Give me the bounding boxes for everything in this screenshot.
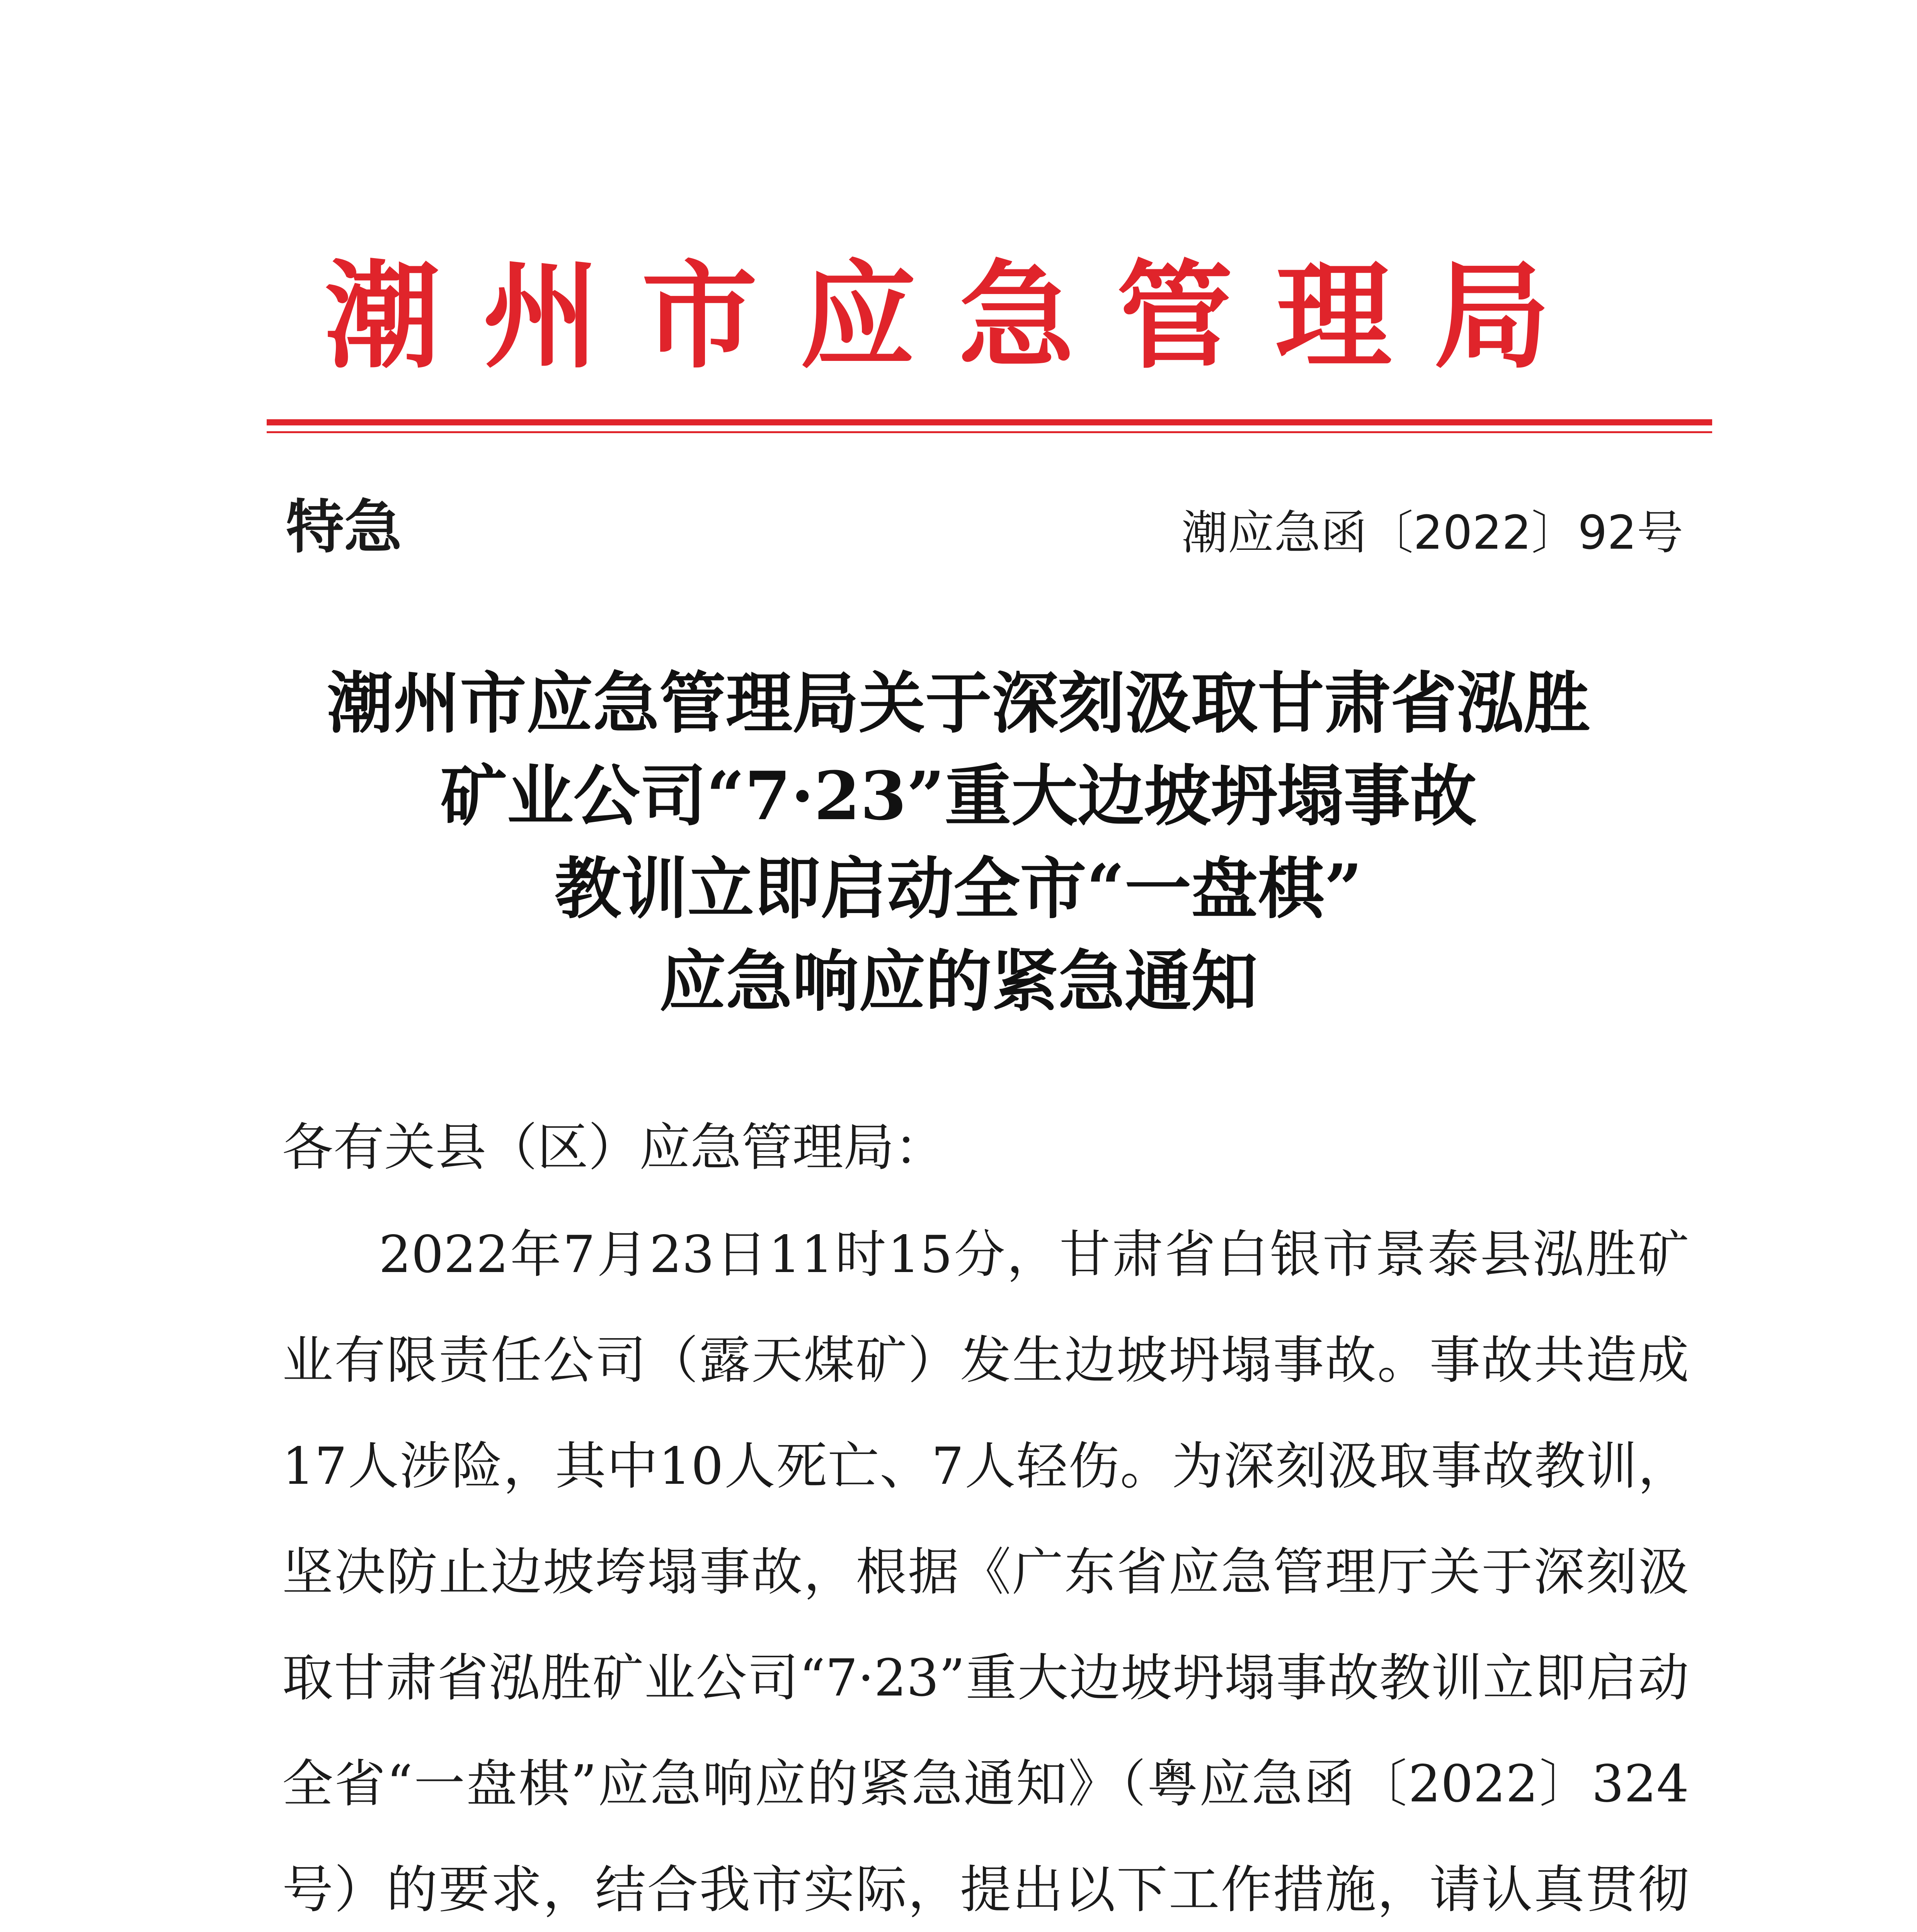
document-number: 潮应急函〔2022〕92号	[1181, 506, 1683, 560]
red-header-rule	[267, 419, 1712, 425]
urgency-label: 特急	[286, 494, 402, 561]
salutation: 各有关县（区）应急管理局：	[282, 1118, 945, 1177]
red-header-rule-thin	[267, 431, 1712, 433]
agency-title: 潮州市应急管理局	[325, 249, 1592, 384]
document-title	[271, 657, 1646, 1028]
title-line: 应急响应的紧急通知	[659, 942, 1258, 1020]
title-line: 矿业公司“7·23”重大边坡坍塌事故	[440, 757, 1477, 835]
title-line: 教训立即启动全市“一盘棋”	[555, 849, 1362, 928]
body-paragraph-1: 2022年7月23日11时15分，甘肃省白银市景泰县泓胜矿业有限责任公司（露天煤矿）发生边坡坍塌事故。事故共造成17人涉险，其中10人死亡、7人轻伤。为深刻汲取事故教训，坚决防止边坡垮塌事故，根据《广东省应急管理厅关于深刻汲取甘肃省泓胜矿业公司“7·23”重大边坡坍塌事故教训立即启动全省“一盘棋”应急响应的紧急通知》（粤应急函〔2022〕324号）的要求，结合我市实际，提出以下工作措施，请认真贯彻	[282, 1225, 1689, 1920]
title-line: 潮州市应急管理局关于深刻汲取甘肃省泓胜	[327, 664, 1590, 742]
